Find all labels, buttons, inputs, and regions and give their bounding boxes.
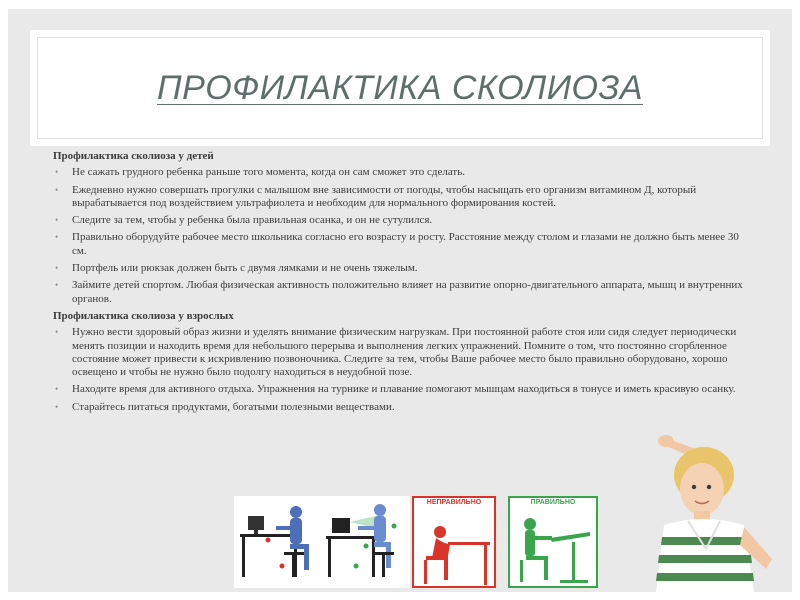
bullet-icon: • [55, 401, 59, 412]
wrong-label: НЕПРАВИЛЬНО [426, 499, 482, 506]
bullet-icon: • [55, 280, 59, 291]
list-item: • Находите время для активного отдыха. Упражнения на турнике и плавание помогают мышцам находиться в тонусе и иметь красивую осанку. [55, 383, 736, 396]
list-item: • Нужно вести здоровый образ жизни и уделять внимание физическим нагрузкам. При постоянной работе стоя или сидя следует периодически менять позиции и находить время для небольшого перерыва и выполнения легких упражнений. Помните о том, что постоянно сгорбленное состояние может привести к искривлению позвоночника. Следите за тем, чтобы Ваше рабочее место было правильно оборудовано, хорошо освещено и чтобы не нужно было подолгу находиться в неудобной позе. [55, 326, 737, 379]
bullet-icon: • [55, 232, 59, 243]
title-box [30, 30, 770, 146]
bullet-icon: • [55, 263, 59, 274]
bullet-icon: • [55, 215, 59, 226]
right-posture-card [508, 496, 598, 588]
list-item: • Займите детей спортом. Любая физическая активность положительно влияет на развитие опорно-двигательного аппарата, мышц и внутренних органов. [55, 279, 743, 305]
right-posture-image [510, 508, 596, 588]
bullet-icon: • [55, 327, 59, 338]
bullet-icon: • [55, 384, 59, 395]
bullet-icon: • [55, 167, 59, 178]
children-heading: Профилактика сколиоза у детей [53, 150, 214, 162]
list-item: • Следите за тем, чтобы у ребенка была правильная осанка, и он не сутулился. [55, 214, 433, 227]
children-list [53, 166, 748, 306]
workplace-posture-image [234, 496, 410, 588]
adults-heading: Профилактика сколиоза у взрослых [53, 309, 234, 322]
adults-list [53, 326, 748, 414]
bullet-icon: • [55, 184, 59, 195]
content-body [53, 150, 748, 418]
right-label: ПРАВИЛЬНО [530, 499, 576, 506]
list-item: • Старайтесь питаться продуктами, богатыми полезными веществами. [55, 400, 395, 413]
list-item: • Ежедневно нужно совершать прогулки с малышом вне зависимости от погоды, чтобы насыщать его организм витамином Д, который вырабатывается под воздействием ультрафиолета и необходим для нормального формирования костей. [55, 183, 697, 209]
list-item: • Правильно оборудуйте рабочее место школьника согласно его возрасту и росту. Расстояние между столом и глазами не должно быть менее 30 см. [55, 231, 739, 257]
wrong-posture-card [412, 496, 496, 588]
list-item: • Портфель или рюкзак должен быть с двумя лямками и не очень тяжелым. [55, 262, 418, 275]
title-frame [37, 37, 763, 139]
wrong-posture-image [414, 508, 494, 588]
list-item: • Не сажать грудного ребенка раньше того момента, когда он сам сможет это сделать. [55, 166, 465, 179]
posture-illustrations [234, 496, 616, 592]
slide [8, 9, 792, 592]
page-title: ПРОФИЛАКТИКА СКОЛИОЗА [156, 68, 644, 107]
